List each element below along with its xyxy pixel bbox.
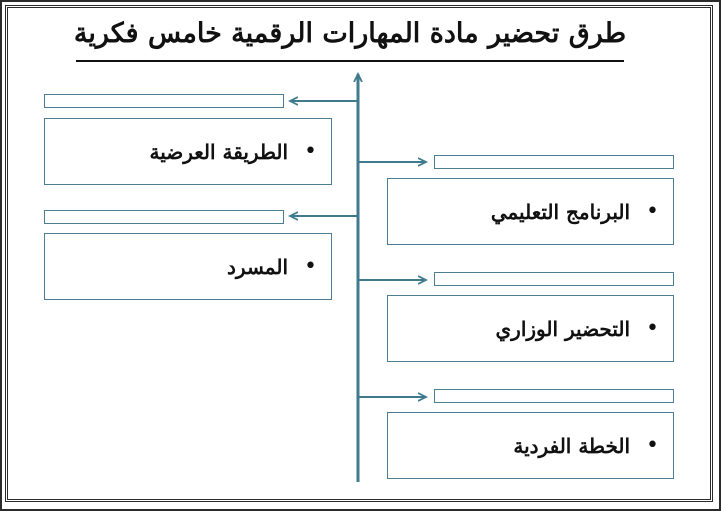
- right-header-bar-2: [434, 272, 674, 286]
- right-item-3-label: الخطة الفردية: [513, 433, 631, 458]
- left-item-2-label: المسرد: [227, 254, 289, 279]
- right-item-2-label: التحضير الوزاري: [495, 316, 631, 341]
- left-header-bar-1: [44, 94, 284, 108]
- left-item-1-label: الطريقة العرضية: [149, 139, 289, 164]
- page-title: طرق تحضير مادة المهارات الرقمية خامس فكرية: [73, 18, 627, 49]
- bullet-icon: •: [646, 316, 659, 341]
- right-item-1: [387, 178, 674, 245]
- right-header-bar-1: [434, 155, 674, 169]
- left-header-bar-2: [44, 210, 284, 224]
- bullet-icon: •: [646, 199, 659, 224]
- right-item-2: [387, 295, 674, 362]
- right-header-bar-3: [434, 389, 674, 403]
- right-item-1-label: البرنامج التعليمي: [490, 199, 631, 224]
- left-item-1: [44, 118, 332, 185]
- bullet-icon: •: [304, 139, 317, 164]
- bullet-icon: •: [304, 254, 317, 279]
- right-item-3: [387, 412, 674, 479]
- left-item-2: [44, 233, 332, 300]
- bullet-icon: •: [646, 433, 659, 458]
